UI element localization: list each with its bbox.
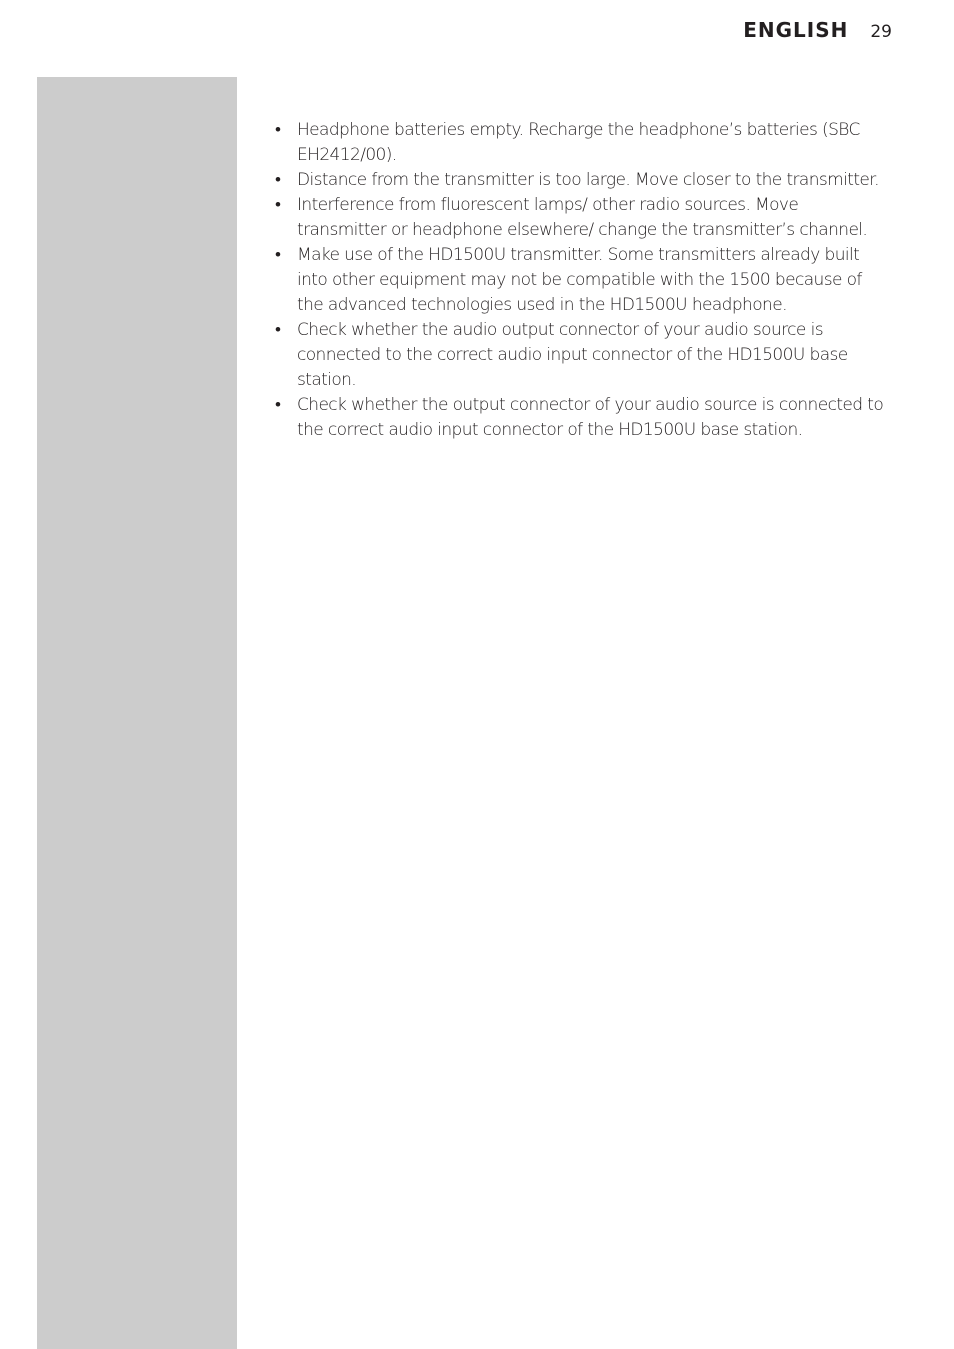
list-item	[275, 193, 890, 243]
list-item	[275, 243, 890, 318]
page-number: 29	[870, 22, 892, 42]
list-item	[275, 318, 890, 393]
page-content	[275, 118, 890, 443]
bullet-icon: •	[275, 320, 281, 340]
bullet-icon: •	[275, 120, 281, 140]
bullet-icon: •	[275, 245, 281, 265]
margin-sidebar	[37, 77, 237, 1349]
bullet-icon: •	[275, 170, 281, 190]
list-item-text: Interference from fluorescent lamps/ other radio sources. Move transmitter or headphone elsewhere/ change the transmitter’s channel.	[297, 195, 868, 240]
bullet-icon: •	[275, 195, 281, 215]
section-language-label: ENGLISH	[743, 18, 849, 42]
bullet-icon: •	[275, 395, 281, 415]
list-item-text: Headphone batteries empty. Recharge the headphone’s batteries (SBC EH2412/00).	[297, 120, 860, 165]
page-header	[743, 18, 892, 42]
list-item-text: Distance from the transmitter is too large. Move closer to the transmitter.	[297, 170, 879, 190]
list-item	[275, 393, 890, 443]
list-item-text: Make use of the HD1500U transmitter. Some transmitters already built into other equipment may not be compatible with the 1500 because of the advanced technologies used in the HD1500U headphone.	[297, 245, 862, 315]
list-item-text: Check whether the output connector of your audio source is connected to the correct audio input connector of the HD1500U base station.	[297, 395, 884, 440]
troubleshooting-list	[275, 118, 890, 443]
list-item-text: Check whether the audio output connector of your audio source is connected to the correct audio input connector of the HD1500U base station.	[297, 320, 848, 390]
list-item	[275, 168, 890, 193]
list-item	[275, 118, 890, 168]
